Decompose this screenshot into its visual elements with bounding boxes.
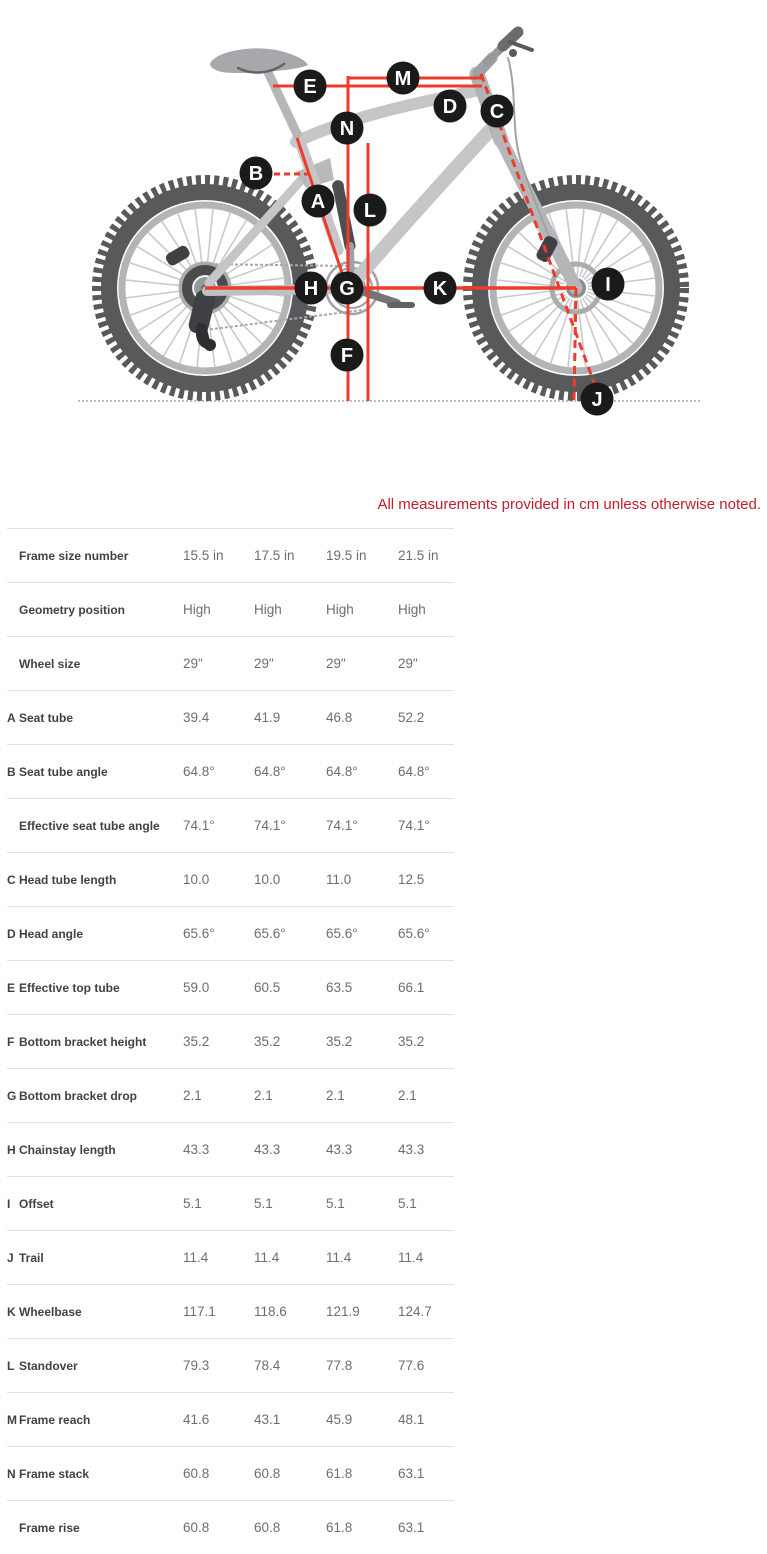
row-letter: F xyxy=(7,1034,15,1049)
row-label: Offset xyxy=(19,1196,54,1211)
cell-value: 45.9 xyxy=(326,1412,353,1427)
cell-value: 60.8 xyxy=(183,1520,210,1535)
cell-value: 29" xyxy=(254,656,274,671)
table-row xyxy=(7,1068,454,1122)
table-row xyxy=(7,1122,454,1176)
cell-value: 11.0 xyxy=(326,872,352,887)
row-label: Bottom bracket drop xyxy=(19,1088,138,1103)
measurement-note: All measurements provided in cm unless otherwise noted. xyxy=(377,496,761,513)
row-label: Seat tube angle xyxy=(19,764,108,779)
cell-value: 10.0 xyxy=(254,872,281,887)
cell-value: 77.6 xyxy=(398,1358,425,1373)
cell-value: 21.5 in xyxy=(398,548,439,563)
svg-text:E: E xyxy=(303,76,317,98)
cell-value: 65.6° xyxy=(326,926,358,941)
cell-value: High xyxy=(254,602,282,617)
row-letter: L xyxy=(7,1358,15,1373)
cell-value: 11.4 xyxy=(254,1250,280,1265)
row-label: Frame reach xyxy=(19,1412,91,1427)
table-row xyxy=(7,1338,454,1392)
cell-value: 11.4 xyxy=(398,1250,424,1265)
cell-value: 61.8 xyxy=(326,1466,353,1481)
row-letter: C xyxy=(7,872,16,887)
diagram-label-L xyxy=(354,194,387,227)
cell-value: 43.3 xyxy=(183,1142,210,1157)
table-row xyxy=(7,1500,454,1554)
cell-value: High xyxy=(326,602,354,617)
cell-value: 41.6 xyxy=(183,1412,210,1427)
row-label: Effective top tube xyxy=(19,980,120,995)
cell-value: 60.8 xyxy=(183,1466,210,1481)
bike-geometry-diagram xyxy=(0,0,767,470)
row-label: Bottom bracket height xyxy=(19,1034,147,1049)
diagram-label-I xyxy=(592,268,625,301)
cell-value: 12.5 xyxy=(398,872,425,887)
cell-value: 43.3 xyxy=(326,1142,353,1157)
saddle xyxy=(210,48,308,73)
diagram-label-E xyxy=(294,70,327,103)
table-row xyxy=(7,1176,454,1230)
cell-value: 121.9 xyxy=(326,1304,360,1319)
cell-value: 74.1° xyxy=(398,818,430,833)
line-hub-vertical-dashed xyxy=(574,288,576,400)
cell-value: 65.6° xyxy=(398,926,430,941)
cell-value: 17.5 in xyxy=(254,548,295,563)
row-label: Chainstay length xyxy=(19,1142,116,1157)
cell-value: 63.1 xyxy=(398,1466,425,1481)
diagram-label-J xyxy=(581,383,614,416)
diagram-labels xyxy=(240,62,625,416)
svg-text:M: M xyxy=(394,68,412,90)
cell-value: High xyxy=(183,602,211,617)
cell-value: 60.8 xyxy=(254,1520,281,1535)
diagram-label-A xyxy=(302,185,335,218)
svg-text:N: N xyxy=(339,118,355,140)
row-label: Head angle xyxy=(19,926,84,941)
table-row xyxy=(7,636,454,690)
cell-value: 64.8° xyxy=(254,764,286,779)
cell-value: 2.1 xyxy=(183,1088,202,1103)
cell-value: 79.3 xyxy=(183,1358,210,1373)
cell-value: 52.2 xyxy=(398,710,425,725)
table-row xyxy=(7,798,454,852)
cell-value: 64.8° xyxy=(398,764,430,779)
cell-value: 35.2 xyxy=(254,1034,281,1049)
table-row xyxy=(7,744,454,798)
cell-value: 60.8 xyxy=(254,1466,281,1481)
cell-value: 48.1 xyxy=(398,1412,425,1427)
cell-value: 35.2 xyxy=(183,1034,210,1049)
table-row xyxy=(7,1392,454,1446)
cell-value: 46.8 xyxy=(326,710,353,725)
cell-value: 5.1 xyxy=(254,1196,273,1211)
cell-value: 15.5 in xyxy=(183,548,224,563)
cell-value: 74.1° xyxy=(326,818,358,833)
svg-text:F: F xyxy=(340,345,354,367)
table-row xyxy=(7,1284,454,1338)
row-label: Seat tube xyxy=(19,710,74,725)
cell-value: 5.1 xyxy=(398,1196,417,1211)
row-label: Standover xyxy=(19,1358,78,1373)
row-label: Frame stack xyxy=(19,1466,90,1481)
row-label: Effective seat tube angle xyxy=(19,818,160,833)
svg-text:D: D xyxy=(442,96,458,118)
cell-value: 59.0 xyxy=(183,980,210,995)
row-letter: J xyxy=(7,1250,14,1265)
geometry-table xyxy=(7,528,454,1554)
row-letter: B xyxy=(7,764,16,779)
seatpost xyxy=(266,68,297,134)
cell-value: 2.1 xyxy=(254,1088,273,1103)
table-row xyxy=(7,852,454,906)
cell-value: 10.0 xyxy=(183,872,210,887)
row-letter: H xyxy=(7,1142,16,1157)
cell-value: 43.3 xyxy=(398,1142,425,1157)
row-label: Geometry position xyxy=(19,602,126,617)
row-letter: M xyxy=(7,1412,17,1427)
cell-value: 29" xyxy=(398,656,418,671)
svg-text:G: G xyxy=(339,278,355,300)
table-row xyxy=(7,1446,454,1500)
measurement-lines xyxy=(205,74,600,401)
diagram-label-M xyxy=(387,62,420,95)
cell-value: 29" xyxy=(326,656,346,671)
cell-value: 124.7 xyxy=(398,1304,432,1319)
table-row xyxy=(7,960,454,1014)
row-label: Frame rise xyxy=(19,1520,80,1535)
cell-value: 77.8 xyxy=(326,1358,353,1373)
svg-text:B: B xyxy=(248,163,264,185)
cell-value: 74.1° xyxy=(183,818,215,833)
row-letter: E xyxy=(7,980,16,995)
cell-value: 64.8° xyxy=(326,764,358,779)
cell-value: 74.1° xyxy=(254,818,286,833)
diagram-label-B xyxy=(240,157,273,190)
row-letter: N xyxy=(7,1466,16,1481)
table-row xyxy=(7,690,454,744)
row-letter: K xyxy=(7,1304,16,1319)
svg-text:H: H xyxy=(303,278,319,300)
diagram-label-G xyxy=(331,272,364,305)
cell-value: High xyxy=(398,602,426,617)
cell-value: 2.1 xyxy=(326,1088,345,1103)
cell-value: 43.1 xyxy=(254,1412,281,1427)
svg-text:A: A xyxy=(310,191,326,213)
cell-value: 60.5 xyxy=(254,980,281,995)
row-label: Wheel size xyxy=(19,656,81,671)
cell-value: 43.3 xyxy=(254,1142,281,1157)
cell-value: 35.2 xyxy=(326,1034,353,1049)
cell-value: 64.8° xyxy=(183,764,215,779)
diagram-label-F xyxy=(331,339,364,372)
table-row xyxy=(7,906,454,960)
cell-value: 35.2 xyxy=(398,1034,425,1049)
diagram-label-C xyxy=(481,95,514,128)
cell-value: 78.4 xyxy=(254,1358,281,1373)
cell-value: 11.4 xyxy=(183,1250,209,1265)
cell-value: 11.4 xyxy=(326,1250,352,1265)
brake-lever xyxy=(510,42,532,50)
table-row xyxy=(7,528,454,582)
diagram-label-H xyxy=(295,272,328,305)
cell-value: 118.6 xyxy=(254,1304,287,1319)
row-letter: G xyxy=(7,1088,17,1103)
cell-value: 63.1 xyxy=(398,1520,425,1535)
row-letter: I xyxy=(7,1196,11,1211)
cell-value: 39.4 xyxy=(183,710,210,725)
svg-text:L: L xyxy=(363,200,377,222)
table-row xyxy=(7,1014,454,1068)
cell-value: 66.1 xyxy=(398,980,425,995)
svg-text:C: C xyxy=(489,101,505,123)
svg-text:I: I xyxy=(605,274,611,296)
cell-value: 63.5 xyxy=(326,980,353,995)
row-label: Head tube length xyxy=(19,872,117,887)
diagram-label-N xyxy=(331,112,364,145)
table-row xyxy=(7,582,454,636)
cell-value: 41.9 xyxy=(254,710,281,725)
row-letter: D xyxy=(7,926,16,941)
cell-value: 2.1 xyxy=(398,1088,417,1103)
cell-value: 117.1 xyxy=(183,1304,216,1319)
cell-value: 61.8 xyxy=(326,1520,353,1535)
cell-value: 65.6° xyxy=(183,926,215,941)
diagram-label-K xyxy=(424,272,457,305)
row-label: Trail xyxy=(19,1250,44,1265)
row-label: Frame size number xyxy=(19,548,129,563)
table-row xyxy=(7,1230,454,1284)
svg-text:J: J xyxy=(591,389,603,411)
cell-value: 29" xyxy=(183,656,203,671)
diagram-label-D xyxy=(434,90,467,123)
row-label: Wheelbase xyxy=(19,1304,82,1319)
cell-value: 19.5 in xyxy=(326,548,367,563)
rear-brake-caliper xyxy=(164,244,191,267)
cell-value: 5.1 xyxy=(326,1196,345,1211)
row-letter: A xyxy=(7,710,16,725)
svg-text:K: K xyxy=(432,278,448,300)
cell-value: 5.1 xyxy=(183,1196,202,1211)
cell-value: 65.6° xyxy=(254,926,286,941)
